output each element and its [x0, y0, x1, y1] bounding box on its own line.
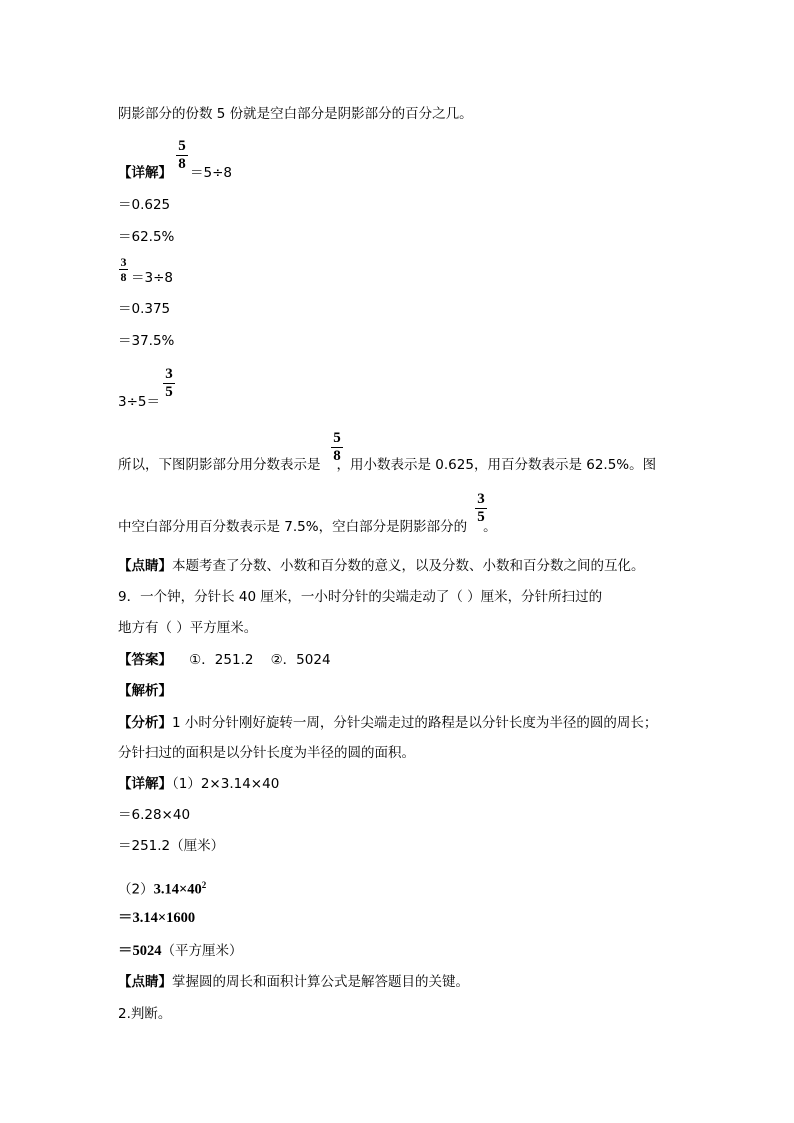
analysis-line-2: 分针扫过的面积是以分针长度为半径的圆的面积。 — [118, 745, 415, 761]
detail-tag: 【详解】 — [118, 776, 172, 792]
equation-line: ＝37.5% — [118, 333, 175, 349]
section-heading: 2.判断。 — [118, 1006, 172, 1022]
analysis-sub-tag: 【分析】 — [118, 715, 172, 731]
detail-tag: 【详解】 — [118, 165, 172, 181]
equation-line: ＝62.5% — [118, 229, 175, 245]
summary-line-2: 中空白部分用百分数表示是 7.5%，空白部分是阴影部分的 。 — [118, 519, 497, 535]
comment-line: 【点睛】掌握圆的周长和面积计算公式是解答题目的关键。 — [118, 974, 469, 990]
analysis-line-1: 【分析】1 小时分针刚好旋转一周，分针尖端走过的路程是以分针长度为半径的圆的周长； — [118, 715, 658, 731]
comment-tag: 【点睛】 — [118, 558, 172, 574]
q8-intro: 阴影部分的份数 5 份就是空白部分是阴影部分的百分之几。 — [118, 106, 473, 122]
analysis-tag: 【解析】 — [118, 683, 172, 699]
equation-line: ＝3÷8 — [131, 270, 173, 286]
question-9-line-1: 9．一个钟，分针长 40 厘米，一小时分针的尖端走动了（ ）厘米，分针所扫过的 — [118, 589, 603, 605]
fraction-3-8: 3 8 — [120, 255, 127, 284]
fraction-5-8: 5 8 — [176, 139, 188, 172]
fraction-3-5: 3 5 — [163, 367, 175, 400]
detail-line-3: ＝251.2（厘米） — [118, 838, 225, 854]
comment-tag: 【点睛】 — [118, 974, 172, 990]
equation-line: ＝0.625 — [118, 197, 171, 213]
q8-detail-line — [118, 163, 232, 183]
comment-line: 【点睛】本题考查了分数、小数和百分数的意义，以及分数、小数和百分数之间的互化。 — [118, 558, 645, 574]
detail-line-6: ＝5024（平方厘米） — [118, 943, 243, 959]
fraction-5-8: 5 8 — [331, 431, 343, 464]
detail-line-2: ＝6.28×40 — [118, 807, 191, 823]
equation: ＝5÷8 — [190, 165, 232, 181]
fraction-3-5: 3 5 — [475, 492, 487, 525]
detail-line-4: $(2)3.14\times 40^2$ — [118, 880, 207, 898]
question-9-line-2: 地方有（ ）平方厘米。 — [118, 620, 258, 636]
equation-line: ＝0.375 — [118, 301, 171, 317]
summary-line-1: 所以，下图阴影部分用分数表示是 ，用小数表示是 0.625，用百分数表示是 62.5%。图 — [118, 457, 657, 473]
answer-line: 【答案】 ①．251.2 ②．5024 — [118, 652, 331, 668]
equation-line: 3÷5＝ — [118, 394, 160, 410]
detail-line-5: ＝3.14×1600 — [118, 910, 196, 926]
answer-tag: 【答案】 — [118, 652, 172, 668]
detail-line-1: 【详解】（1）2×3.14×40 — [118, 776, 280, 792]
